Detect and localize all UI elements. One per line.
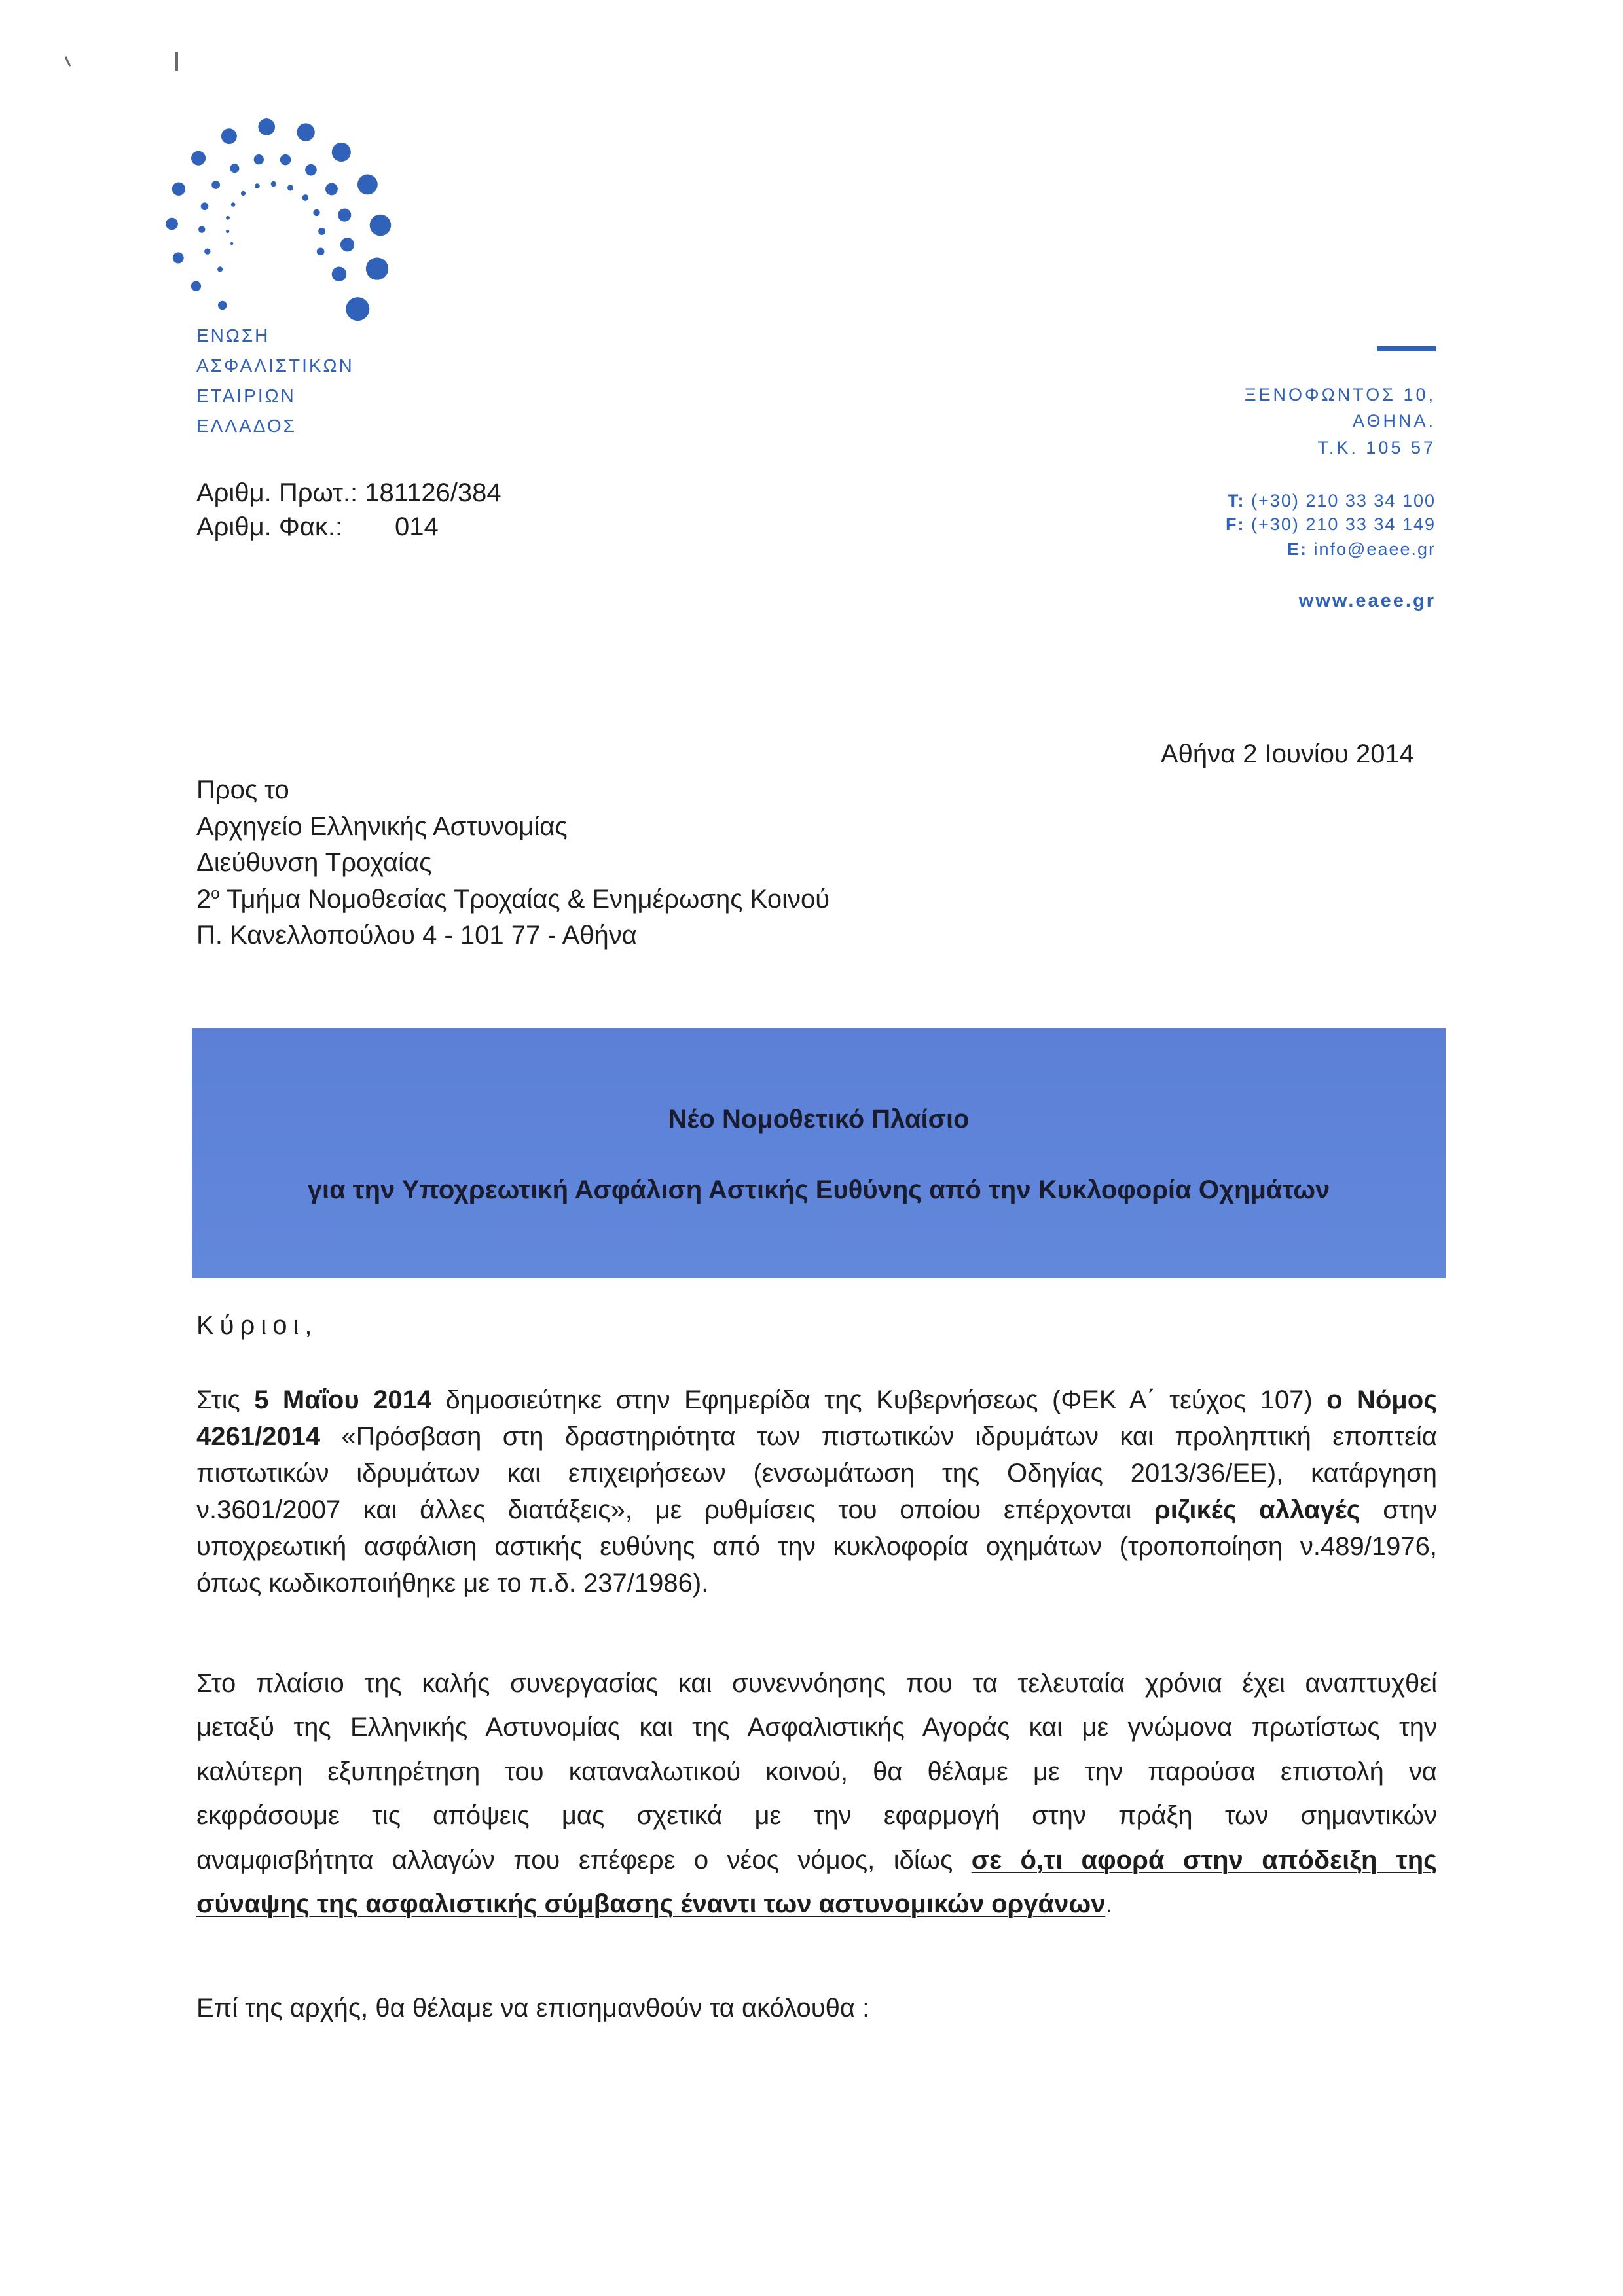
paragraph-3 [196, 1990, 1437, 2026]
logo-dot [332, 267, 346, 282]
logo-dot [231, 202, 235, 206]
logo-dot [338, 208, 351, 221]
email-line [1287, 537, 1436, 561]
logo-dot [226, 230, 229, 233]
recipient-block [196, 772, 830, 954]
address-street: ΞΕΝΟΦΩΝΤΟΣ 10, [1244, 385, 1436, 404]
subject-title: Νέο Νομοθετικό Πλαίσιο [668, 1105, 970, 1134]
bold-date: 5 Μαΐου 2014 [254, 1386, 432, 1414]
logo-dot [357, 175, 378, 195]
logo-dot [313, 209, 319, 216]
logo-dot [221, 128, 237, 144]
text-run: . [1105, 1889, 1113, 1918]
logo-dot [230, 242, 234, 245]
email-address: info@eaee.gr [1313, 539, 1436, 559]
scan-speck [175, 52, 178, 71]
paragraph-line [196, 1882, 1437, 1926]
fax-line [1226, 512, 1436, 536]
letter-date: Αθήνα 2 Ιουνίου 2014 [1160, 740, 1414, 768]
website: www.eaee.gr [1298, 590, 1436, 611]
logo-dot [325, 183, 338, 195]
paragraph-line [196, 1839, 1437, 1882]
bold-law-number: 4261/2014 [196, 1422, 321, 1451]
logo-dot [166, 218, 178, 230]
logo-dot [191, 151, 206, 166]
subject-subtitle: για την Υποχρεωτική Ασφάλιση Αστικής Ευθύνης από την Κυκλοφορία Οχημάτων [307, 1175, 1330, 1204]
letterhead-accent-bar [1377, 346, 1436, 351]
logo-dot [280, 154, 291, 166]
address-city: ΑΘΗΝΑ. [1353, 411, 1436, 431]
text-run: καλύτερη εξυπηρέτηση του καταναλωτικού κοινού, θα θέλαμε με την παρούσα επιστολή να [196, 1757, 1437, 1786]
logo-dot [346, 297, 369, 321]
logo-dot [211, 181, 220, 189]
paragraph-line [196, 1382, 1437, 1418]
recipient-line: Αρχηγείο Ελληνικής Αστυνομίας [196, 812, 568, 841]
text-run: «Πρόσβαση στη δραστηριότητα των πιστωτικών ιδρυμάτων και προληπτική εποπτεία [320, 1422, 1437, 1451]
logo-dot [271, 181, 276, 187]
recipient-line: Π. Κανελλοπούλου 4 - 101 77 - Αθήνα [196, 921, 637, 950]
logo-dot-spiral [166, 118, 391, 321]
logo-dot [198, 226, 205, 232]
reference-block [196, 476, 501, 544]
text-run: αναμφισβήτητα αλλαγών που επέφερε ο νέος νόμος, ιδίως [196, 1845, 972, 1874]
protocol-number: 181126/384 [365, 478, 501, 507]
paragraph-line [196, 1455, 1437, 1492]
org-name-line: ΕΛΛΑΔΟΣ [196, 416, 297, 436]
recipient-line: Διεύθυνση Τροχαίας [196, 848, 432, 878]
paragraph-line: Επί της αρχής, θα θέλαμε να επισημανθούν τα ακόλουθα : [196, 1994, 870, 2022]
paragraph-line [196, 1565, 1437, 1602]
phone-label: T: [1228, 491, 1245, 511]
bold-underlined-emphasis: σε ό,τι αφορά στην απόδειξη της [971, 1845, 1437, 1874]
bold-law: ο Νόμος [1326, 1386, 1438, 1414]
logo-dot [297, 123, 314, 141]
logo-dot [173, 253, 184, 264]
logo-dot [204, 248, 210, 254]
logo-dot [230, 164, 239, 173]
logo-dot [332, 143, 351, 162]
file-label: Αριθμ. Φακ.: [196, 512, 343, 541]
paragraph-line [196, 1492, 1437, 1528]
bold-underlined-emphasis: σύναψης της ασφαλιστικής σύμβασης έναντι των αστυνομικών οργάνων [196, 1889, 1106, 1918]
organization-name [196, 321, 354, 441]
logo-dot [318, 228, 325, 235]
logo-dot [317, 247, 325, 255]
logo-dot [217, 266, 223, 272]
logo-dot [287, 185, 293, 190]
org-name-line: ΕΝΩΣΗ [196, 325, 270, 346]
text-run: ν.3601/2007 και άλλες διατάξεις», με ρυθμίσεις του οποίου επέρχονται [196, 1496, 1155, 1524]
text-run: Στο πλαίσιο της καλής συνεργασίας και συνεννόησης που τα τελευταία χρόνια έχει αναπτυχθεί [196, 1669, 1437, 1698]
file-number-row [196, 510, 501, 544]
paragraph-2 [196, 1662, 1437, 1926]
phone-number: (+30) 210 33 34 100 [1251, 491, 1436, 511]
text-run: μεταξύ της Ελληνικής Αστυνομίας και της Ασφαλιστικής Αγοράς και με γνώμονα πρωτίστως την [196, 1713, 1437, 1742]
subject-box [192, 1028, 1446, 1278]
department-name: Τμήμα Νομοθεσίας Τροχαίας & Ενημέρωσης Κοινού [219, 884, 830, 914]
recipient-line [196, 882, 830, 918]
logo-dot [258, 118, 275, 135]
paragraph-1 [196, 1382, 1437, 1602]
ordinal-superscript: ο [211, 884, 220, 903]
department-number: 2 [196, 884, 211, 914]
text-run: Στις [196, 1386, 255, 1414]
organization-logo-icon [147, 111, 412, 346]
logo-dot [226, 216, 230, 220]
logo-dot [302, 194, 309, 201]
logo-dot [241, 191, 246, 196]
paragraph-line [196, 1794, 1437, 1838]
text-run: στην [1360, 1496, 1438, 1524]
org-name-line: ΕΤΑΙΡΙΩΝ [196, 386, 296, 406]
logo-dot [366, 258, 388, 280]
logo-dot [340, 238, 354, 251]
file-number: 014 [395, 512, 439, 541]
logo-dot [255, 183, 260, 188]
fax-label: F: [1226, 514, 1245, 534]
address-postal-code: Τ.Κ. 105 57 [1317, 438, 1436, 457]
paragraph-line [196, 1662, 1437, 1706]
text-run: όπως κωδικοποιήθηκε με το π.δ. 237/1986). [196, 1569, 709, 1598]
paragraph-line [196, 1706, 1437, 1749]
logo-dot [254, 154, 264, 164]
text-run: πιστωτικών ιδρυμάτων και επιχειρήσεων (ενσωμάτωση της Οδηγίας 2013/36/ΕΕ), κατάργηση [196, 1459, 1437, 1488]
paragraph-line [196, 1750, 1437, 1794]
logo-dot [370, 215, 392, 236]
protocol-number-row [196, 476, 501, 510]
email-label: E: [1286, 539, 1307, 559]
fax-number: (+30) 210 33 34 149 [1251, 514, 1436, 534]
paragraph-line [196, 1528, 1437, 1565]
recipient-line: Προς το [196, 776, 289, 804]
protocol-label: Αριθμ. Πρωτ.: [196, 478, 358, 507]
text-run: εκφράσουμε τις απόψεις μας σχετικά με την εφαρμογή στην πράξη των σημαντικών [196, 1801, 1437, 1831]
text-run: δημοσιεύτηκε στην Εφημερίδα της Κυβερνήσεως (ΦΕΚ Α΄ τεύχος 107) [431, 1386, 1327, 1414]
paragraph-line [196, 1418, 1437, 1455]
org-name-line: ΑΣΦΑΛΙΣΤΙΚΩΝ [196, 355, 354, 376]
logo-dot [191, 281, 201, 291]
scan-speck [65, 56, 71, 67]
phone-line [1228, 489, 1436, 512]
logo-dot [172, 182, 185, 195]
logo-dot [218, 301, 227, 310]
logo-dot [201, 202, 209, 210]
logo-dot [305, 164, 317, 176]
text-run: υποχρεωτική ασφάλιση αστικής ευθύνης από την κυκλοφορία οχημάτων (τροποποίηση ν.489/1976, [196, 1532, 1437, 1561]
bold-emphasis: ριζικές αλλαγές [1154, 1496, 1360, 1524]
salutation: Κύριοι, [196, 1311, 318, 1340]
